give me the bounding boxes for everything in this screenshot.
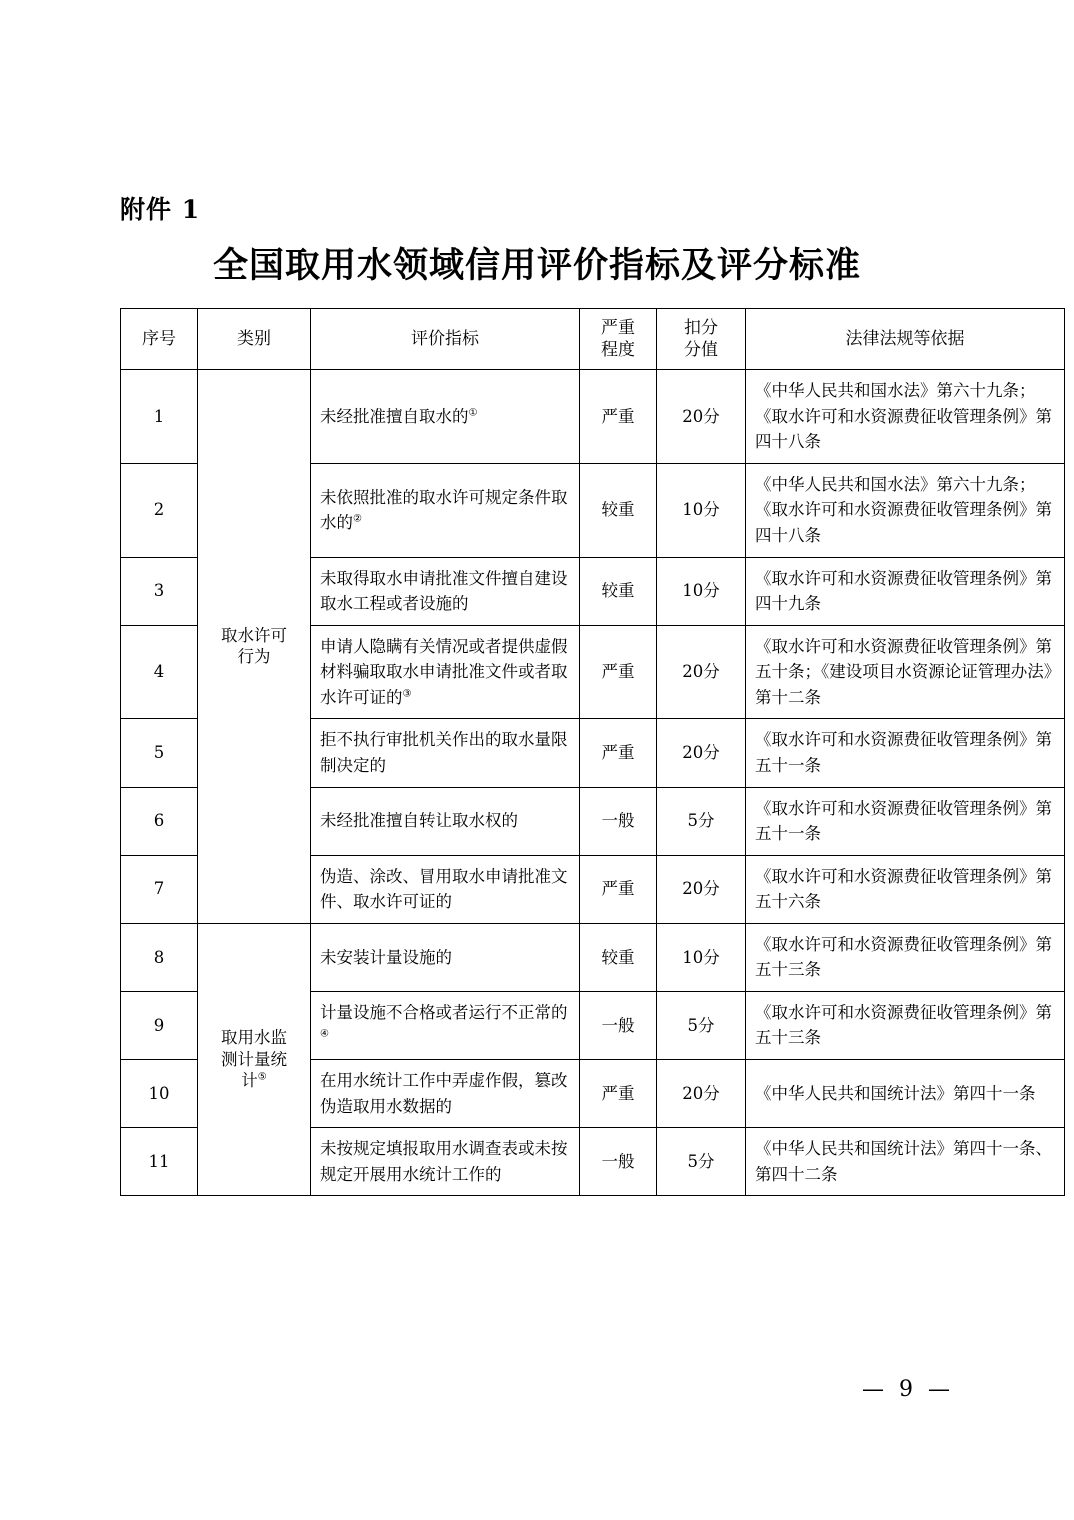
indicator-text: 未按规定填报取用水调查表或未按规定开展用水统计工作的 [320, 1139, 568, 1184]
category-line3-text: 计 [241, 1071, 258, 1091]
cell-score: 5分 [657, 1128, 746, 1196]
indicator-text: 未安装计量设施的 [320, 947, 452, 967]
cell-indicator [311, 923, 580, 991]
cell-law: 《取水许可和水资源费征收管理条例》第五十条；《建设项目水资源论证管理办法》第十二条 [746, 625, 1065, 719]
cell-indicator [311, 1060, 580, 1128]
indicator-footnote-marker: ③ [402, 688, 412, 700]
column-header-severity-line1: 严重 [601, 318, 635, 338]
cell-law: 《中华人民共和国统计法》第四十一条 [746, 1060, 1065, 1128]
category-line2: 行为 [237, 647, 271, 667]
category-footnote-marker: ⑤ [257, 1071, 267, 1083]
cell-severity: 一般 [580, 1128, 657, 1196]
table-row [121, 370, 1065, 464]
cell-severity: 一般 [580, 991, 657, 1059]
cell-severity: 一般 [580, 787, 657, 855]
cell-seq: 6 [121, 787, 198, 855]
cell-score: 10分 [657, 463, 746, 557]
column-header-indicator: 评价指标 [311, 309, 580, 370]
cell-category-monitoring [198, 923, 311, 1196]
category-line2: 测计量统 [221, 1049, 287, 1069]
cell-seq: 8 [121, 923, 198, 991]
column-header-severity-line2: 程度 [601, 340, 635, 361]
indicator-text: 在用水统计工作中弄虚作假，篡改伪造取用水数据的 [320, 1071, 568, 1116]
cell-indicator [311, 557, 580, 625]
table-row [121, 923, 1065, 991]
cell-severity: 严重 [580, 1060, 657, 1128]
cell-seq: 3 [121, 557, 198, 625]
indicator-text: 伪造、涂改、冒用取水申请批准文件、取水许可证的 [320, 866, 568, 912]
cell-seq: 9 [121, 991, 198, 1059]
table-header [121, 309, 1065, 370]
cell-score: 20分 [657, 1060, 746, 1128]
cell-severity: 严重 [580, 625, 657, 719]
cell-score: 20分 [657, 625, 746, 719]
column-header-severity [580, 309, 657, 370]
cell-law: 《取水许可和水资源费征收管理条例》第五十一条 [746, 787, 1065, 855]
cell-severity: 严重 [580, 855, 657, 923]
indicator-text: 申请人隐瞒有关情况或者提供虚假材料骗取取水申请批准文件或者取水许可证的 [320, 636, 568, 707]
column-header-score [657, 309, 746, 370]
cell-law: 《中华人民共和国统计法》第四十一条、第四十二条 [746, 1128, 1065, 1196]
cell-severity: 严重 [580, 370, 657, 464]
cell-indicator [311, 370, 580, 464]
indicator-footnote-marker: ① [468, 407, 478, 419]
indicator-text: 未经批准擅自取水的 [320, 406, 469, 426]
cell-severity: 较重 [580, 923, 657, 991]
cell-score: 10分 [657, 923, 746, 991]
cell-law: 《中华人民共和国水法》第六十九条；《取水许可和水资源费征收管理条例》第四十八条 [746, 463, 1065, 557]
cell-score: 5分 [657, 991, 746, 1059]
indicator-text: 计量设施不合格或者运行不正常的 [320, 1002, 568, 1022]
cell-seq: 5 [121, 719, 198, 787]
cell-seq: 2 [121, 463, 198, 557]
cell-score: 10分 [657, 557, 746, 625]
column-header-law: 法律法规等依据 [746, 309, 1065, 370]
cell-score: 20分 [657, 370, 746, 464]
cell-score: 5分 [657, 787, 746, 855]
cell-seq: 4 [121, 625, 198, 719]
category-line1: 取水许可 [221, 626, 287, 646]
column-header-category: 类别 [198, 309, 311, 370]
attachment-label: 附件 1 [120, 195, 201, 224]
page-number: — 9 — [862, 1377, 954, 1402]
indicator-text: 拒不执行审批机关作出的取水量限制决定的 [320, 730, 568, 775]
table-header-row [121, 309, 1065, 370]
indicator-footnote-marker: ④ [320, 1028, 329, 1040]
page-title: 全国取用水领域信用评价指标及评分标准 [212, 245, 861, 286]
cell-severity: 较重 [580, 463, 657, 557]
cell-seq: 7 [121, 855, 198, 923]
cell-severity: 较重 [580, 557, 657, 625]
cell-indicator [311, 463, 580, 557]
cell-score: 20分 [657, 855, 746, 923]
cell-seq: 11 [121, 1128, 198, 1196]
cell-seq: 10 [121, 1060, 198, 1128]
evaluation-criteria-table [120, 308, 1065, 1196]
indicator-text: 未取得取水申请批准文件擅自建设取水工程或者设施的 [320, 568, 568, 614]
column-header-seq: 序号 [121, 309, 198, 370]
cell-law: 《取水许可和水资源费征收管理条例》第五十六条 [746, 855, 1065, 923]
cell-category-permit [198, 370, 311, 924]
table-body [121, 370, 1065, 1196]
cell-law: 《取水许可和水资源费征收管理条例》第五十一条 [746, 719, 1065, 787]
cell-indicator [311, 1128, 580, 1196]
cell-law: 《取水许可和水资源费征收管理条例》第五十三条 [746, 991, 1065, 1059]
cell-indicator [311, 855, 580, 923]
cell-indicator [311, 625, 580, 719]
cell-seq: 1 [121, 370, 198, 464]
cell-indicator [311, 719, 580, 787]
column-header-score-line1: 扣分 [684, 318, 718, 338]
cell-law: 《取水许可和水资源费征收管理条例》第四十九条 [746, 557, 1065, 625]
category-line1: 取用水监 [221, 1028, 287, 1048]
column-header-score-line2: 分值 [684, 340, 718, 361]
cell-indicator [311, 991, 580, 1059]
cell-law: 《中华人民共和国水法》第六十九条；《取水许可和水资源费征收管理条例》第四十八条 [746, 370, 1065, 464]
indicator-footnote-marker: ② [353, 513, 362, 525]
indicator-text: 未经批准擅自转让取水权的 [320, 811, 518, 831]
cell-law: 《取水许可和水资源费征收管理条例》第五十三条 [746, 923, 1065, 991]
cell-severity: 严重 [580, 719, 657, 787]
cell-score: 20分 [657, 719, 746, 787]
cell-indicator [311, 787, 580, 855]
indicator-text: 未依照批准的取水许可规定条件取水的 [320, 487, 568, 533]
category-line3 [207, 1070, 301, 1091]
